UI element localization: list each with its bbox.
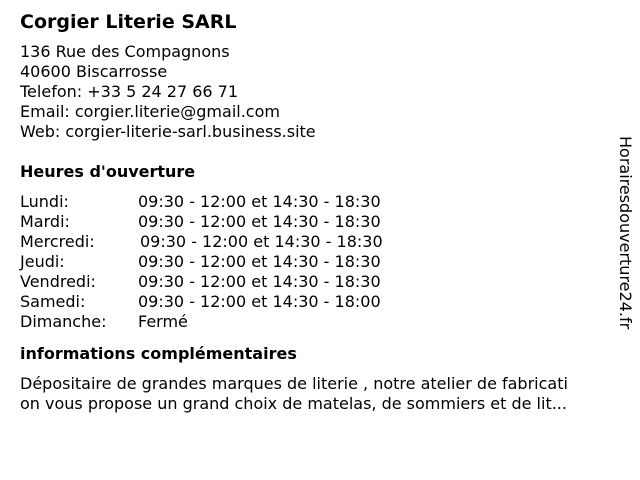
hours-row-thursday <box>20 252 610 272</box>
hours-time: 09:30 - 12:00 et 14:30 - 18:30 <box>138 252 381 271</box>
hours-time: 09:30 - 12:00 et 14:30 - 18:00 <box>138 292 381 311</box>
hours-day: Mardi: <box>20 212 70 231</box>
email-address: Email: corgier.literie@gmail.com <box>20 102 280 121</box>
hours-time: 09:30 - 12:00 et 14:30 - 18:30 <box>138 192 381 211</box>
hours-day: Jeudi: <box>20 252 65 271</box>
hours-day: Lundi: <box>20 192 69 211</box>
hours-row-sunday <box>20 312 610 332</box>
site-watermark <box>612 136 636 346</box>
hours-row-saturday <box>20 292 610 312</box>
address-block <box>20 42 610 142</box>
hours-time: Fermé <box>138 312 188 331</box>
phone-number: Telefon: +33 5 24 27 66 71 <box>20 82 239 101</box>
business-name: Corgier Literie SARL <box>20 11 237 33</box>
hours-day: Vendredi: <box>20 272 96 291</box>
hours-time: 09:30 - 12:00 et 14:30 - 18:30 <box>140 232 383 251</box>
hours-day: Dimanche: <box>20 312 107 331</box>
additional-info-line: on vous propose un grand choix de matelas, de sommiers et de lit... <box>20 394 567 413</box>
hours-row-friday <box>20 272 610 292</box>
business-card <box>20 10 610 414</box>
hours-day: Mercredi: <box>20 232 95 251</box>
hours-row-monday <box>20 192 610 212</box>
hours-row-tuesday <box>20 212 610 232</box>
hours-row-wednesday <box>20 232 610 252</box>
address-city: 40600 Biscarrosse <box>20 62 168 81</box>
hours-day: Samedi: <box>20 292 86 311</box>
address-street: 136 Rue des Compagnons <box>20 42 230 61</box>
opening-hours-title: Heures d'ouverture <box>20 162 196 181</box>
opening-hours-table <box>20 192 610 332</box>
hours-time: 09:30 - 12:00 et 14:30 - 18:30 <box>138 212 381 231</box>
watermark-text: Horairesdouverture24.fr <box>616 136 635 330</box>
additional-info-text <box>20 374 620 414</box>
website-address: Web: corgier-literie-sarl.business.site <box>20 122 316 141</box>
hours-time: 09:30 - 12:00 et 14:30 - 18:30 <box>138 272 381 291</box>
additional-info-line: Dépositaire de grandes marques de literie , notre atelier de fabricati <box>20 374 568 393</box>
additional-info-title: informations complémentaires <box>20 344 297 363</box>
